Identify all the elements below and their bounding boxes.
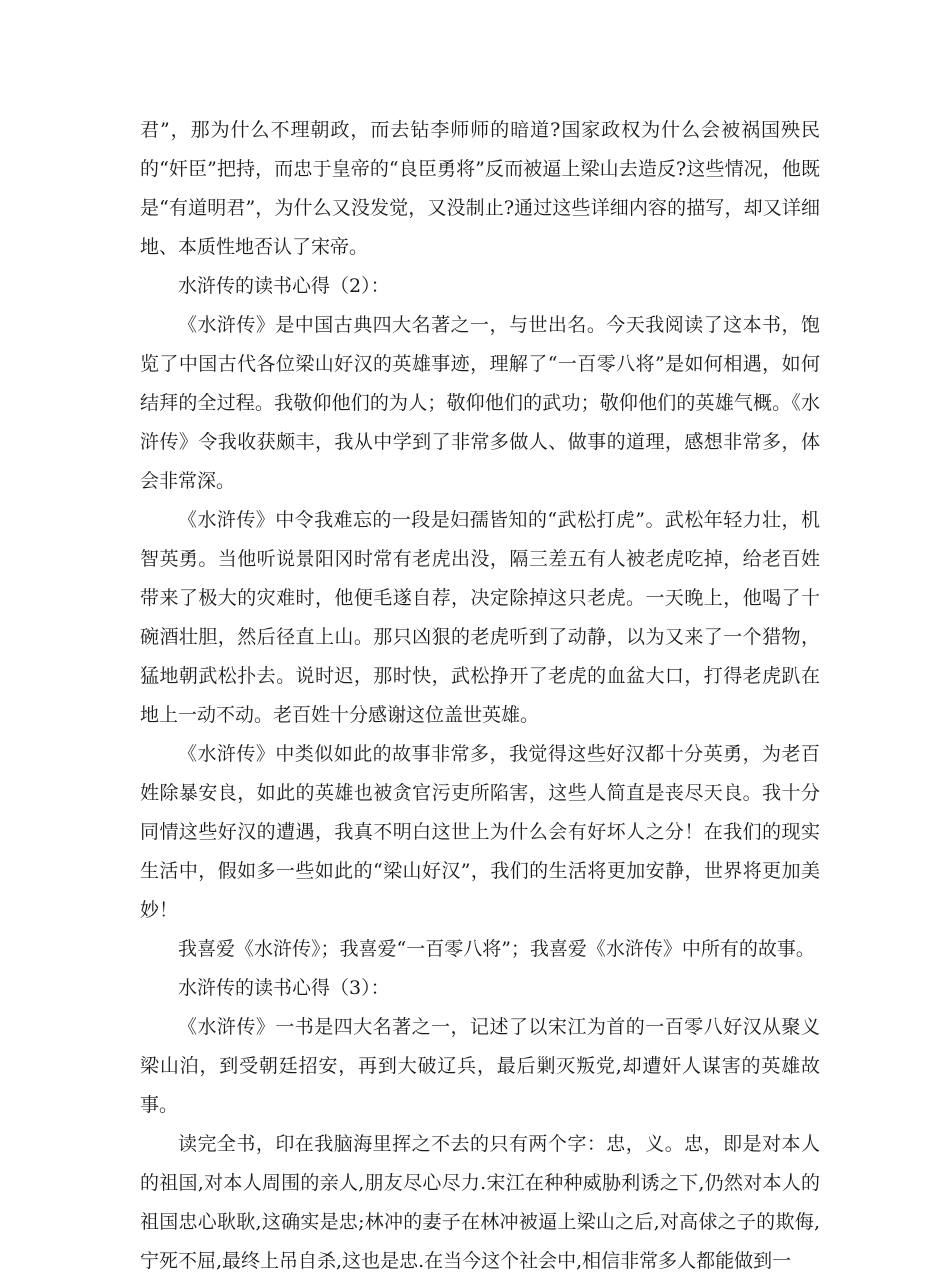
- section-heading-3: 水浒传的读书心得（3）：: [178, 977, 390, 999]
- paragraph: 我喜爱《水浒传》；我喜爱“一百零八将”；我喜爱《水浒传》中所有的故事。: [178, 938, 815, 960]
- paragraph: 《水浒传》一书是四大名著之一，记述了以宋江为首的一百零八好汉从聚义梁山泊，到受朝廷招安，再到大破辽兵，最后剿灭叛党,却遭奸人谋害的英雄故事。: [140, 1016, 820, 1116]
- paragraph: 《水浒传》中令我难忘的一段是妇孺皆知的“武松打虎”。武松年轻力壮，机智英勇。当他听说景阳冈时常有老虎出没，隔三差五有人被老虎吃掉，给老百姓带来了极大的灾难时，他便毛遂自荐，决定除掉这只老虎。一天晚上，他喝了十碗酒壮胆，然后径直上山。那只凶狠的老虎听到了动静，以为又来了一个猎物，猛地朝武松扑去。说时迟，那时快，武松挣开了老虎的血盆大口，打得老虎趴在地上一动不动。老百姓十分感谢这位盖世英雄。: [140, 509, 820, 726]
- paragraph-continuation: 君”，那为什么不理朝政，而去钻李师师的暗道?国家政权为什么会被祸国殃民的“奸臣”把持，而忠于皇帝的“良臣勇将”反而被逼上梁山去造反?这些情况，他既是“有道明君”，为什么又没发觉，又没制止?通过这些详细内容的描写，却又详细地、本质性地否认了宋帝。: [140, 119, 820, 258]
- paragraph: 《水浒传》是中国古典四大名著之一，与世出名。今天我阅读了这本书，饱览了中国古代各位梁山好汉的英雄事迹，理解了“一百零八将”是如何相遇，如何结拜的全过程。我敬仰他们的为人；敬仰他们的武功；敬仰他们的英雄气概。《水浒传》令我收获颇丰，我从中学到了非常多做人、做事的道理，感想非常多，体会非常深。: [140, 314, 820, 492]
- paragraph: 读完全书，印在我脑海里挥之不去的只有两个字：忠，义。忠，即是对本人的祖国,对本人周围的亲人,朋友尽心尽力.宋江在种种威胁利诱之下,仍然对本人的祖国忠心耿耿,这确实是忠;林冲的妻子在林冲被逼上梁山之后,对高俅之子的欺侮,宁死不屈,最终上吊自杀,这也是忠.在当今这个社会中,相信非常多人都能做到一: [140, 1133, 820, 1272]
- paragraph: 《水浒传》中类似如此的故事非常多，我觉得这些好汉都十分英勇，为老百姓除暴安良，如此的英雄也被贪官污吏所陷害，这些人简直是丧尽天良。我十分同情这些好汉的遭遇，我真不明白这世上为什么会有好坏人之分！在我们的现实生活中，假如多一些如此的“梁山好汉”，我们的生活将更加安静，世界将更加美妙！: [140, 743, 820, 921]
- section-heading-2: 水浒传的读书心得（2）：: [178, 275, 390, 297]
- document-body: [140, 111, 820, 1281]
